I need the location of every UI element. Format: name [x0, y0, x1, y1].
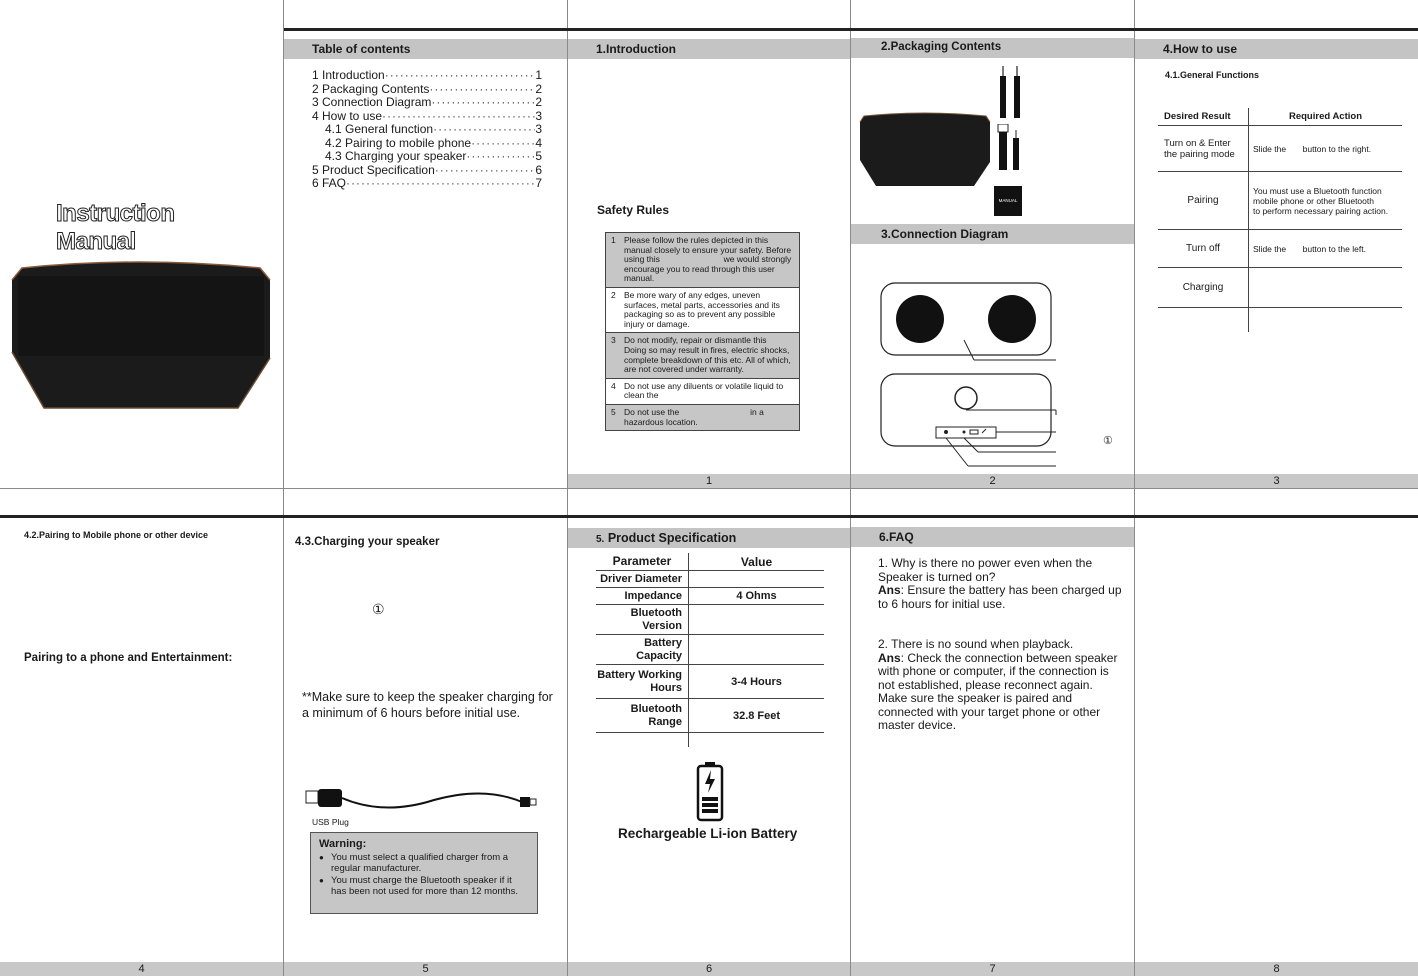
- battery-caption: Rechargeable Li-ion Battery: [618, 826, 798, 841]
- toc-leader: [466, 150, 535, 164]
- spec-row: [596, 699, 824, 733]
- toc-heading: Table of contents: [284, 39, 567, 59]
- rule-text: Be more wary of any edges, uneven surfaces, metal parts, accessories and its packaging so as to prevent any possible injury or damage.: [624, 289, 783, 329]
- spec-value: 3-4 Hours: [688, 665, 824, 698]
- safety-rule: [606, 405, 799, 430]
- toc-leader: [429, 83, 535, 97]
- toc-leader: [433, 123, 535, 137]
- rule-number: 3: [611, 335, 616, 346]
- faq-question: 2. There is no sound when playback.: [878, 637, 1074, 651]
- spec-param: Battery Working Hours: [597, 668, 682, 694]
- toc-item-page: 7: [535, 176, 542, 190]
- page-number: 3: [1135, 474, 1418, 488]
- spec-heading-num: 5.: [596, 534, 605, 545]
- page-number: 7: [851, 962, 1134, 976]
- general-functions-table: [1158, 108, 1405, 332]
- page-number: 4: [0, 962, 283, 976]
- spec-value: [688, 635, 824, 664]
- warning-box: [310, 832, 538, 914]
- warning-item: ● You must select a qualified charger from a regular manufacturer.: [319, 852, 529, 875]
- speaker-image: [8, 252, 274, 412]
- intro-heading: 1.Introduction: [568, 39, 850, 59]
- toc-leader: [385, 69, 536, 83]
- toc-item[interactable]: [312, 96, 542, 110]
- spec-table: [596, 553, 824, 747]
- safety-rule: [606, 379, 799, 405]
- rule-number: 5: [611, 406, 616, 417]
- howto-subheading: 4.1.General Functions: [1165, 70, 1260, 80]
- spec-param: Impedance: [624, 589, 682, 602]
- faq-heading: 6.FAQ: [851, 527, 1134, 547]
- safety-rule: [606, 288, 799, 333]
- toc-item-page: 1: [535, 68, 542, 82]
- spec-param: Bluetooth Version: [630, 606, 682, 632]
- col-value-header: Value: [688, 553, 824, 570]
- toc-item-label: 2 Packaging Contents: [312, 81, 430, 96]
- connection-diagram: [878, 280, 1118, 470]
- rule-number: 1: [611, 235, 616, 245]
- col-action-header: Required Action: [1248, 108, 1402, 125]
- rule-text: Do not use the in a hazardous location.: [624, 406, 767, 427]
- toc-item-label: 4.1 General function: [325, 122, 434, 136]
- toc-item-page: 5: [535, 149, 542, 163]
- top-rule: [284, 28, 1418, 31]
- safety-rule: [606, 333, 843, 378]
- toc-item-label: 1 Introduction: [312, 68, 385, 82]
- toc-item-label: 6 FAQ: [312, 176, 347, 190]
- function-action: [1248, 268, 1402, 307]
- toc-item[interactable]: [312, 83, 542, 97]
- spec-value: [688, 605, 824, 634]
- safety-heading: Safety Rules: [597, 203, 670, 217]
- toc-leader: [431, 96, 535, 110]
- power-symbol: ①: [1103, 435, 1113, 447]
- function-row: [1158, 230, 1402, 268]
- toc-item[interactable]: [312, 123, 542, 137]
- spec-value: 32.8 Feet: [688, 699, 824, 732]
- toc-item-page: 6: [535, 162, 542, 177]
- spec-value: 4 Ohms: [688, 588, 824, 604]
- howto-heading: 4.How to use: [1135, 39, 1418, 59]
- toc-leader: [346, 177, 535, 191]
- toc-leader: [435, 164, 536, 178]
- faq-answer: [878, 652, 1122, 733]
- spec-row: [596, 571, 824, 588]
- manual-icon: [994, 186, 1022, 216]
- top-rule: [0, 515, 1418, 518]
- rule-text: Do not use any diluents or volatile liquid to clean the: [624, 380, 786, 401]
- rule-text: Please follow the rules depicted in this manual closely to ensure your safety. Before using this we would strongly encourage you to read through this user manual.: [624, 235, 794, 284]
- faq-body: [878, 557, 1122, 733]
- row-divider: [0, 488, 1418, 489]
- spec-heading-bar: [568, 528, 850, 548]
- function-action: You must use a Bluetooth function mobile phone or other Bluetooth to perform necessary pairing action.: [1248, 172, 1402, 229]
- function-result: Turn off: [1186, 243, 1220, 254]
- pairing-heading: 4.2.Pairing to Mobile phone or other device: [24, 530, 209, 540]
- warning-item: ● You must charge the Bluetooth speaker if it has been not used for more than 12 months.: [319, 875, 529, 898]
- rule-text: Do not modify, repair or dismantle this Doing so may result in fires, electric shocks, complete breakdown of this etc. All of which, are not covered under warranty.: [624, 335, 843, 375]
- toc-item-page: 3: [535, 108, 542, 123]
- warning-title: Warning:: [319, 838, 367, 850]
- toc-item-label: 4.2 Pairing to mobile phone: [325, 135, 472, 150]
- page-number: 1: [568, 474, 850, 488]
- toc-item-label: 3 Connection Diagram: [312, 95, 432, 109]
- packaging-heading: 2.Packaging Contents: [851, 38, 1134, 58]
- spec-heading: Product Specification: [607, 531, 737, 545]
- function-action: Slide the button to the right.: [1248, 126, 1402, 171]
- safety-rule: [606, 233, 799, 288]
- toc-list: [312, 69, 542, 191]
- faq-question: 1. Why is there no power even when the Speaker is turned on?: [878, 556, 1093, 584]
- spec-row: [596, 605, 824, 635]
- speaker-image: [858, 108, 993, 190]
- toc-item-page: 3: [535, 122, 542, 136]
- toc-leader: [382, 110, 535, 124]
- charging-note: **Make sure to keep the speaker charging for a minimum of 6 hours before initial use.: [302, 690, 553, 720]
- answer-label: Ans: [878, 650, 901, 665]
- aux-cable-icon: [996, 66, 1024, 120]
- power-symbol: ①: [372, 601, 385, 617]
- col-param-header: Parameter: [612, 554, 672, 568]
- page-number: 6: [568, 962, 850, 976]
- toc-item-label: 5 Product Specification: [312, 162, 435, 177]
- battery-icon: [696, 762, 724, 822]
- connection-heading: 3.Connection Diagram: [851, 224, 1134, 244]
- safety-rules-table: [605, 232, 843, 431]
- function-result: Turn on & Enter the pairing mode: [1164, 137, 1235, 160]
- spec-param: Driver Diameter: [600, 572, 682, 585]
- spec-row: [596, 588, 824, 605]
- toc-item[interactable]: [312, 137, 542, 151]
- spec-param: Battery Capacity: [636, 636, 682, 662]
- function-result: Charging: [1182, 282, 1224, 293]
- rule-number: 4: [611, 380, 616, 391]
- col-result-header: Desired Result: [1164, 111, 1231, 122]
- function-result: Pairing: [1187, 195, 1219, 206]
- toc-item[interactable]: [312, 164, 542, 178]
- rule-number: 2: [611, 289, 616, 300]
- pairing-subheading: Pairing to a phone and Entertainment:: [24, 652, 233, 664]
- manual-label: MANUAL: [998, 198, 1018, 203]
- cover-title: Instruction Manual: [56, 200, 175, 255]
- toc-item-page: 2: [535, 81, 542, 96]
- faq-answer: [878, 584, 1122, 611]
- page-number: 5: [284, 962, 567, 976]
- toc-leader: [471, 137, 535, 151]
- spec-row: [596, 665, 824, 699]
- usb-cable-image: [304, 786, 544, 816]
- charging-heading: 4.3.Charging your speaker: [295, 536, 440, 548]
- toc-item[interactable]: [312, 150, 542, 164]
- function-action: Slide the button to the left.: [1248, 230, 1402, 267]
- function-row: [1158, 172, 1405, 230]
- toc-item-label: 4.3 Charging your speaker: [325, 149, 467, 163]
- toc-item[interactable]: [312, 177, 542, 191]
- spec-param: Bluetooth Range: [630, 702, 682, 728]
- function-row: [1158, 126, 1402, 172]
- toc-item-label: 4 How to use: [312, 108, 383, 123]
- function-row: [1158, 268, 1402, 308]
- spec-value: [688, 571, 824, 587]
- page-number: 8: [1135, 962, 1418, 976]
- toc-item-page: 2: [535, 95, 542, 109]
- toc-item[interactable]: [312, 110, 542, 124]
- toc-item[interactable]: [312, 69, 542, 83]
- spec-row: [596, 635, 824, 665]
- answer-text: : Ensure the battery has been charged up to 6 hours for initial use.: [878, 583, 1122, 611]
- usb-cable-icon: [996, 124, 1024, 180]
- page-number: 2: [851, 474, 1134, 488]
- answer-text: : Check the connection between speaker with phone or computer, if the connection is not established, please reconnect again. Make sure the speaker is paired and connected with your target phone or other master device.: [878, 650, 1118, 732]
- answer-label: Ans: [878, 583, 901, 597]
- toc-item-page: 4: [535, 135, 542, 150]
- usb-plug-label: USB Plug: [312, 817, 349, 827]
